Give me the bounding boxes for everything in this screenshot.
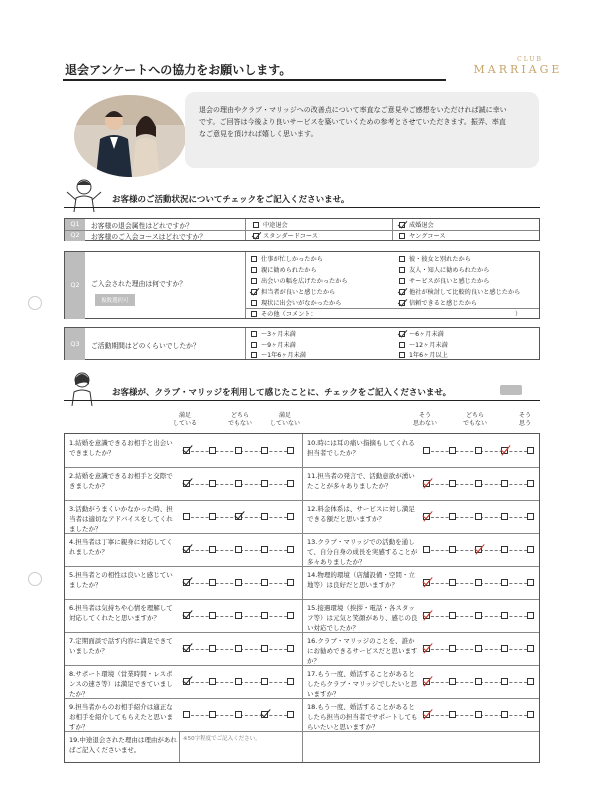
rating-checkbox-5[interactable] (527, 546, 534, 553)
rating-checkbox-3[interactable] (475, 645, 482, 652)
right-rating-scale (423, 480, 535, 489)
right-question-text: 18.もう一度、婚活することがあるとしたら担当の担当者でサポートしてもらいたいと思いますか？ (307, 703, 418, 731)
rating-checkbox-4[interactable] (261, 645, 268, 652)
q1-text: お客様の退会属性はどれですか？ (91, 222, 193, 230)
rating-checkbox-2[interactable] (209, 513, 216, 520)
checkbox[interactable] (251, 267, 257, 273)
rating-checkbox-4[interactable] (261, 678, 268, 685)
q2b-right-option[interactable] (399, 287, 520, 296)
checkbox-checked[interactable] (253, 233, 259, 239)
option-label: ～9ヶ月未満 (261, 342, 296, 349)
checkbox-checked[interactable] (399, 289, 405, 295)
q2-reasons-table (64, 251, 540, 319)
rating-checkbox-1[interactable] (183, 447, 190, 454)
left-rating-scale (183, 447, 295, 456)
option-label: サービスが良いと感じたから (409, 278, 490, 285)
rating-checkbox-5[interactable] (527, 513, 534, 520)
rating-checkbox-2[interactable] (209, 645, 216, 652)
rating-checkbox-5[interactable] (527, 612, 534, 619)
left-rating-scale (183, 645, 295, 654)
logo-marriage: MARRIAGE (473, 63, 563, 76)
rating-checkbox-4[interactable] (501, 579, 508, 586)
binder-hole (28, 296, 42, 310)
rating-checkbox-3[interactable] (235, 645, 242, 652)
right-question-text: 10.時には耳の痛い指摘もしてくれる担当者でしたか？ (307, 439, 415, 457)
q2b-code: Q2 (65, 252, 85, 319)
row-divider (65, 566, 539, 567)
rating-checkbox-3[interactable] (475, 711, 482, 718)
left-question-text: 4.担当者は丁寧に親身に対応してくれましたか？ (69, 538, 173, 556)
rating-checkbox-4[interactable] (261, 612, 268, 619)
q19-divider (179, 731, 180, 762)
q2a-code: Q2 (65, 230, 85, 241)
left-question-text: 1.結婚を意識できるお相手と出会いできましたか？ (69, 439, 173, 457)
rating-checkbox-1[interactable] (423, 447, 430, 454)
rating-checkbox-4[interactable] (501, 513, 508, 520)
rating-checkbox-5[interactable] (287, 678, 294, 685)
rating-checkbox-3[interactable] (235, 711, 242, 718)
option-label: 親に勧められたから (261, 267, 317, 274)
q1-option-married[interactable] (399, 220, 434, 229)
option-label: 仕事が忙しかったから (261, 256, 323, 263)
checkbox[interactable] (399, 278, 405, 284)
left-rating-scale (183, 546, 295, 555)
q2a-text: お客様のご入会コースはどれですか？ (91, 233, 207, 241)
option-label: 出会いの幅を広げたかったから (261, 278, 348, 285)
rating-checkbox-3[interactable] (475, 546, 482, 553)
right-question-text: 12.料金体系は、サービスに対し満足できる額だと思いますか？ (307, 505, 415, 523)
rating-checkbox-1[interactable] (183, 645, 190, 652)
rating-checkbox-1[interactable] (183, 579, 190, 586)
q2a-option-standard[interactable] (253, 231, 318, 240)
left-scale-label: どちら でもない (227, 412, 252, 427)
row-divider (65, 665, 539, 666)
rating-checkbox-2[interactable] (449, 711, 456, 718)
rating-checkbox-3[interactable] (235, 579, 242, 586)
rating-checkbox-4[interactable] (501, 612, 508, 619)
checkbox[interactable] (399, 352, 405, 358)
rating-checkbox-3[interactable] (235, 480, 242, 487)
binder-hole (28, 572, 42, 586)
row-divider (65, 467, 539, 468)
rating-checkbox-1[interactable] (183, 513, 190, 520)
rating-checkbox-2[interactable] (449, 447, 456, 454)
checkbox-checked[interactable] (399, 222, 405, 228)
page-title-bar (63, 59, 446, 81)
rating-checkbox-5[interactable] (287, 480, 294, 487)
q1-code: Q1 (65, 219, 85, 230)
right-question-text: 16.クラブ・マリッジのことを、誰かにお勧めできるサービスだと思いますか？ (307, 637, 418, 665)
rating-checkbox-2[interactable] (449, 612, 456, 619)
left-question-text: 3.活動がうまくいかなかった時、担当者は適切なアドバイスをしてくれましたか？ (69, 505, 173, 533)
checkbox-checked[interactable] (399, 331, 405, 337)
rating-checkbox-2[interactable] (209, 546, 216, 553)
right-question-text: 14.物理的環境（店舗設備・空間・立地等）は良好だと思いますか？ (307, 571, 415, 589)
option-label: ～6ヶ月未満 (409, 331, 444, 338)
rating-checkbox-4[interactable] (261, 579, 268, 586)
left-rating-scale (183, 612, 295, 621)
q2b-left-option[interactable] (251, 287, 335, 296)
rating-checkbox-5[interactable] (527, 579, 534, 586)
right-scale-label: そう 思う (518, 412, 531, 427)
rating-checkbox-5[interactable] (527, 678, 534, 685)
right-rating-scale (423, 645, 535, 654)
rating-checkbox-3[interactable] (475, 513, 482, 520)
rating-checkbox-1[interactable] (183, 678, 190, 685)
section2-heading-text: お客様が、クラブ・マリッジを利用して感じたことに、チェックをご記入くださいませ。 (112, 388, 452, 398)
rating-checkbox-2[interactable] (449, 513, 456, 520)
satisfaction-grid (64, 433, 540, 763)
rating-checkbox-4[interactable] (261, 480, 268, 487)
left-question-text: 7.定期面談で話す内容に満足できていましたか？ (69, 637, 173, 655)
intro-bubble (185, 92, 539, 168)
rating-checkbox-2[interactable] (449, 546, 456, 553)
rating-checkbox-1[interactable] (183, 612, 190, 619)
left-scale-label: 満足 している (172, 412, 197, 427)
row-divider (65, 533, 539, 534)
left-question-text: 6.担当者は気持ちや心情を理解して対応してくれたと思いますか？ (69, 604, 173, 622)
q19-note: ※50字程度でご記入ください。 (183, 736, 261, 742)
checkbox[interactable] (251, 278, 257, 284)
rating-checkbox-5[interactable] (287, 645, 294, 652)
checkbox-checked[interactable] (251, 289, 257, 295)
left-scale-label: 満足 していない (270, 412, 301, 427)
left-rating-scale (183, 678, 295, 687)
q3-left-option[interactable] (251, 329, 296, 338)
rating-checkbox-5[interactable] (287, 612, 294, 619)
q1-q2-table (64, 218, 540, 241)
rating-checkbox-2[interactable] (449, 645, 456, 652)
left-rating-scale (183, 480, 295, 489)
q3-table (64, 327, 540, 360)
rating-checkbox-3[interactable] (235, 447, 242, 454)
section1-heading (64, 188, 540, 208)
brand-logo (462, 56, 574, 86)
q3-text: ご活動期間はどのくらいでしたか？ (91, 342, 200, 350)
checkbox[interactable] (251, 352, 257, 358)
rating-checkbox-1[interactable] (183, 711, 190, 718)
right-scale-label: どちら でもない (462, 412, 487, 427)
q2b-right-option[interactable] (399, 254, 471, 263)
left-question-text: 8.サポート環境（営業時間・レスポンスの速さ等）は満足できていましたか？ (69, 670, 173, 698)
option-label: 友人・知人に勧められたから (409, 267, 490, 274)
page-title: 退会アンケートへの協力をお願いします。 (65, 63, 292, 77)
rating-checkbox-4[interactable] (501, 447, 508, 454)
rating-checkbox-1[interactable] (423, 711, 430, 718)
row-divider (65, 500, 539, 501)
option-label: 他社が検討して比較的良いと感じたから (409, 289, 521, 296)
q2b-left-option[interactable] (251, 298, 341, 307)
q1-option-midway[interactable] (253, 220, 288, 229)
q2b-right-option[interactable] (399, 298, 477, 307)
rating-checkbox-2[interactable] (209, 711, 216, 718)
left-question-text: 5.担当者との相性は良いと感じていましたか？ (69, 571, 173, 589)
intro-line: です。ご回答は今後より良いサービスを築いていくための参考とさせていただきます。振弄、率直 (199, 118, 506, 126)
checkbox[interactable] (399, 233, 405, 239)
rating-checkbox-1[interactable] (423, 612, 430, 619)
rating-checkbox-1[interactable] (423, 678, 430, 685)
rating-checkbox-1[interactable] (423, 645, 430, 652)
option-label: 1年6ヶ月以上 (409, 352, 448, 359)
rating-checkbox-5[interactable] (527, 447, 534, 454)
q3-code: Q3 (65, 328, 85, 360)
checkbox[interactable] (399, 256, 405, 262)
q2a-option-label: スタンダードコース (263, 233, 318, 240)
q19-text: 19.中途退会された理由は理由があればご記入くださいませ。 (69, 736, 177, 754)
option-label: 担当者が良いと感じたから (261, 289, 336, 296)
option-label: 彼・彼女と別れたから (409, 256, 471, 263)
q2b-right-option[interactable] (399, 276, 489, 285)
row-divider (65, 731, 539, 732)
section2-heading (64, 381, 540, 401)
row-divider (65, 599, 539, 600)
rating-checkbox-5[interactable] (287, 513, 294, 520)
option-label: ～3ヶ月未満 (261, 331, 296, 338)
rating-checkbox-4[interactable] (501, 645, 508, 652)
left-rating-scale (183, 711, 295, 720)
rating-checkbox-5[interactable] (527, 645, 534, 652)
rating-checkbox-1[interactable] (423, 513, 430, 520)
right-question-text: 15.接遇環境（挨拶・電話・各スタッフ等）は元気と笑顔があり、感じの良い対応でしたか？ (307, 604, 418, 632)
right-rating-scale (423, 447, 535, 456)
rating-checkbox-3[interactable] (475, 579, 482, 586)
option-label: 現状に出会いがなかったから (261, 300, 342, 307)
right-rating-scale (423, 513, 535, 522)
q3-right-option[interactable] (399, 329, 444, 338)
checkbox-checked[interactable] (399, 300, 405, 306)
rating-checkbox-4[interactable] (501, 678, 508, 685)
q2b-text: ご入会された理由は何ですか？ (91, 280, 187, 288)
q3-left-option[interactable] (251, 340, 296, 349)
option-label: その他（コメント： (261, 311, 317, 318)
rating-checkbox-3[interactable] (475, 480, 482, 487)
rating-checkbox-3[interactable] (235, 546, 242, 553)
multi-select-tag: 複数選択可 (95, 294, 135, 306)
section1-heading-text: お客様のご活動状況についてチェックをご記入くださいませ。 (112, 195, 350, 205)
q1-option-label: 中途退会 (263, 222, 288, 229)
left-question-text: 2.結婚を意識できるお相手と交際できましたか？ (69, 472, 173, 490)
rating-checkbox-1[interactable] (183, 480, 190, 487)
rating-checkbox-5[interactable] (287, 579, 294, 586)
q2b-other[interactable] (251, 309, 317, 318)
rating-checkbox-3[interactable] (235, 513, 242, 520)
q3-left-option[interactable] (251, 350, 306, 359)
right-question-text: 13.クラブ・マリッジでの活動を通して、自分自身の成長を実感することが多々ありましたか？ (307, 538, 418, 566)
checkbox[interactable] (251, 300, 257, 306)
right-rating-scale (423, 678, 535, 687)
row-divider (65, 632, 539, 633)
rating-checkbox-2[interactable] (209, 447, 216, 454)
q2b-right-option[interactable] (399, 265, 489, 274)
rating-checkbox-1[interactable] (423, 480, 430, 487)
q2a-option-young[interactable] (399, 231, 446, 240)
intro-line: 退会の理由やクラブ・マリッジへの改善点について率直なご意見やご感想をいただければ誠に幸い (199, 106, 507, 114)
rating-checkbox-1[interactable] (423, 579, 430, 586)
rating-checkbox-1[interactable] (183, 546, 190, 553)
q2b-left-option[interactable] (251, 254, 323, 263)
rating-checkbox-5[interactable] (527, 480, 534, 487)
rating-checkbox-4[interactable] (501, 480, 508, 487)
checkbox[interactable] (251, 331, 257, 337)
rating-checkbox-2[interactable] (209, 678, 216, 685)
right-question-text: 17.もう一度、婚活することがあるとしたらクラブ・マリッジでしたいと思いますか？ (307, 670, 418, 698)
right-question-text: 11.担当者の発言で、活動意欲が湧いたことが多々ありましたか？ (307, 472, 415, 490)
row-divider (65, 698, 539, 699)
rating-checkbox-3[interactable] (475, 447, 482, 454)
right-scale-label: そう 思わない (412, 412, 437, 427)
left-question-text: 9.担当者からのお相手紹介は適正なお相手を紹介してもらえたと思いますか？ (69, 703, 173, 731)
rating-checkbox-3[interactable] (475, 678, 482, 685)
rating-checkbox-4[interactable] (501, 546, 508, 553)
right-rating-scale (423, 579, 535, 588)
left-rating-scale (183, 513, 295, 522)
intro-line: なご意見を頂ければ嬉しく思います。 (199, 130, 318, 138)
rating-checkbox-4[interactable] (261, 546, 268, 553)
q3-right-option[interactable] (399, 340, 448, 349)
left-rating-scale (183, 579, 295, 588)
rating-checkbox-4[interactable] (261, 711, 268, 718)
right-rating-scale (423, 711, 535, 720)
q3-right-option[interactable] (399, 350, 448, 359)
couple-photo (74, 95, 186, 177)
q2b-left-option[interactable] (251, 276, 348, 285)
rating-checkbox-1[interactable] (423, 546, 430, 553)
rating-checkbox-2[interactable] (209, 612, 216, 619)
rating-checkbox-2[interactable] (449, 579, 456, 586)
checkbox[interactable] (399, 342, 405, 348)
rating-checkbox-2[interactable] (209, 579, 216, 586)
checkbox[interactable] (399, 267, 405, 273)
option-label: ～12ヶ月未満 (409, 342, 448, 349)
option-label: 信頼できると感じたから (409, 300, 478, 307)
rating-checkbox-4[interactable] (261, 513, 268, 520)
q2a-option-label: ヤングコース (409, 233, 446, 240)
right-rating-scale (423, 546, 535, 555)
rating-checkbox-4[interactable] (261, 447, 268, 454)
rating-checkbox-4[interactable] (501, 711, 508, 718)
q19-comment-area[interactable] (183, 743, 533, 758)
q2b-other-close: ） (515, 311, 522, 318)
rating-checkbox-5[interactable] (287, 711, 294, 718)
rating-checkbox-5[interactable] (287, 447, 294, 454)
section2-badge (500, 385, 522, 395)
rating-checkbox-3[interactable] (235, 612, 242, 619)
rating-checkbox-3[interactable] (235, 678, 242, 685)
q1-option-label: 成婚退会 (409, 222, 434, 229)
right-rating-scale (423, 612, 535, 621)
rating-checkbox-5[interactable] (287, 546, 294, 553)
rating-checkbox-2[interactable] (449, 480, 456, 487)
rating-checkbox-5[interactable] (527, 711, 534, 718)
option-label: ～1年6ヶ月未満 (261, 352, 306, 359)
checkbox[interactable] (251, 256, 257, 262)
q2b-left-option[interactable] (251, 265, 317, 274)
checkbox[interactable] (253, 222, 259, 228)
checkbox[interactable] (251, 311, 257, 317)
rating-checkbox-2[interactable] (449, 678, 456, 685)
rating-checkbox-2[interactable] (209, 480, 216, 487)
rating-checkbox-3[interactable] (475, 612, 482, 619)
checkbox[interactable] (251, 342, 257, 348)
logo-club: CLUB (517, 56, 543, 63)
